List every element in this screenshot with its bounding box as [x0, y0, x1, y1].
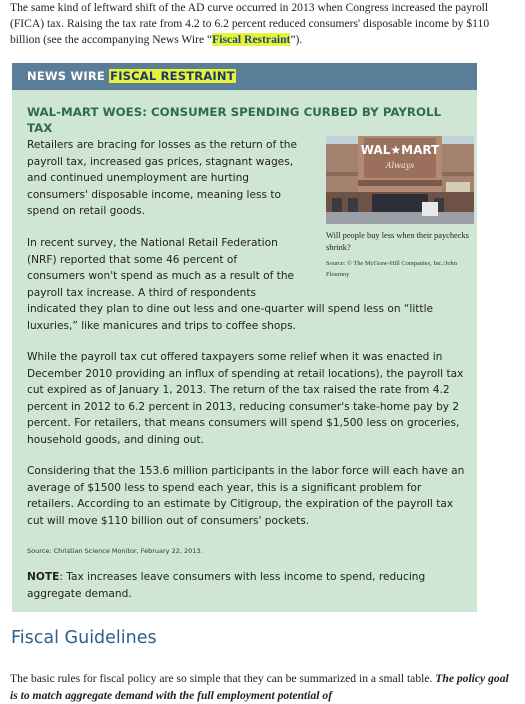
news-wire-box [12, 63, 477, 612]
article-paragraph-1: Retailers are bracing for losses as the return of the payroll tax, increased gas prices, stagnant wages, and continued unemployment are hurting consumers' disposable income, meaning less to spend on retail goods. [27, 139, 297, 218]
storefront-illustration [326, 136, 474, 224]
news-wire-highlight: FISCAL RESTRAINT [110, 69, 235, 83]
fiscal-guidelines-paragraph: The basic rules for fiscal policy are so simple that they can be summarized in a small table. The policy goal is to match aggregate demand with the full employment potential of [10, 672, 509, 702]
article-source: Source: Christian Science Monitor, February 22, 2013. [27, 547, 203, 555]
walmart-storefront-photo [326, 136, 474, 224]
intro-paragraph: The same kind of leftward shift of the AD curve occurred in 2013 when Congress increased the payroll (FICA) tax. Raising the tax rate from 4.2 to 6.2 percent reduced consumers' disposable income by $110 billion (see the accompanying News Wire “Fiscal Restraint”). [10, 1, 490, 46]
note-label: NOTE [27, 571, 60, 583]
section-title: Fiscal Guidelines [11, 628, 157, 648]
photo-caption: Will people buy less when their paychecks shrink? [326, 231, 469, 252]
news-wire-header [12, 63, 477, 90]
article-paragraph-2: In recent survey, the National Retail Federation (NRF) reported that some 46 percent of consumers won't spend as much as a result of the payroll tax increase. A third of respondents indicated they plan to dine out less and one-quarter will spend less on “little luxuries,” like manicures and trips to coffee shops. [27, 237, 434, 332]
photo-caption-source: Source: © The McGraw-Hill Companies, Inc./John Flournoy [326, 260, 457, 278]
walmart-slogan-text: Always [385, 161, 415, 170]
article-paragraph-4: Considering that the 153.6 million participants in the labor force will each have an average of $1500 less to spend each year, this is a significant problem for retailers. According to an estimate by Citigroup, the expiration of the payroll tax cut will move $110 billion out of consumers' pockets. [27, 465, 465, 527]
article-paragraph-3: While the payroll tax cut offered taxpayers some relief when it was enacted in December 2010 providing an influx of spending at retail locations), the payroll tax cut expired as of January 1, 2013. The return of the tax raised the rate from 4.2 percent in 2012 to 6.2 percent in 2013, reducing consumer's take-home pay by 2 percent. For retailers, that means consumers will spend $1,500 less on groceries, household goods, and dining out. [27, 351, 464, 446]
fiscal-restraint-link[interactable]: Fiscal Restraint [212, 33, 291, 46]
article-note: NOTE: Tax increases leave consumers with less income to spend, reducing aggregate demand. [27, 571, 426, 600]
news-wire-label: NEWS WIRE [27, 69, 110, 83]
article-headline: WAL-MART WOES: CONSUMER SPENDING CURBED BY PAYROLL TAX [27, 105, 442, 135]
walmart-sign-text: WAL★MART [360, 143, 440, 157]
